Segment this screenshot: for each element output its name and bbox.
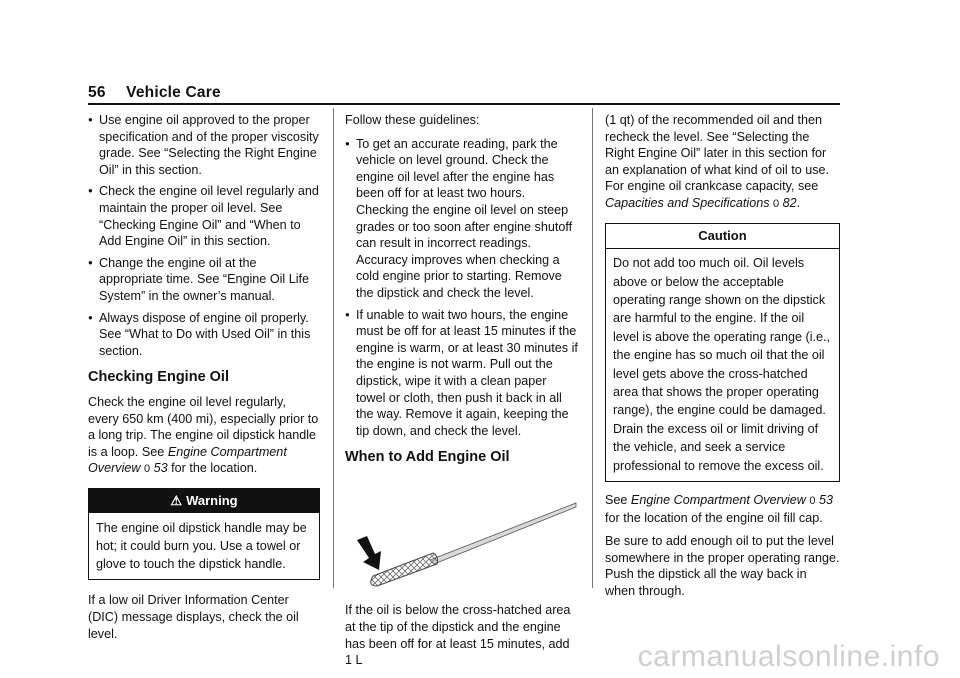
list-item: ● If unable to wait two hours, the engine must be off for at least 15 minutes if the engine is warm, or at least 30 minutes if the engine is not warm. Pull out the dipstick, wipe it with a clean paper towel or cloth, then push it back in all the way. Remove it again, keeping the tip down, and check the level.: [345, 307, 578, 440]
paragraph-tail: .: [796, 195, 801, 210]
list-item: ● Check the engine oil level regularly and maintain the proper oil level. See “Checking Engine Oil” and “When to Add Engine Oil” in this section.: [88, 183, 320, 249]
operating-range-paragraph: Be sure to add enough oil to put the level somewhere in the proper operating range. Push the dipstick all the way back in when through.: [605, 534, 840, 598]
link-capacities[interactable]: Capacities and Specifications: [605, 195, 770, 210]
paragraph-tail: for the location.: [167, 461, 258, 476]
caution-body: Do not add too much oil. Oil levels above or below the acceptable operating range shown on the dipstick are harmful to the engine. If the oil level is above the operating range (i.e., the engine has so much oil that the oil level gets above the cross-hatched area that shows the proper operating range), the engine could be damaged. Drain the excess oil or limit driving of the vehicle, and seek a service professional to remove the excess oil.: [613, 256, 831, 473]
guideline-list: [88, 112, 320, 359]
paragraph-text: Check the engine oil level regularly, every 650 km (400 mi), especially prior to a long trip. The engine oil dipstick handle is a loop. See: [88, 394, 319, 459]
column-3: [605, 112, 840, 607]
page-ref-icon: 0: [809, 495, 816, 508]
fill-cap-paragraph: [605, 492, 840, 526]
page-ref-icon: 0: [143, 463, 151, 476]
dic-paragraph: If a low oil Driver Information Center (DIC) message displays, check the oil level.: [88, 593, 299, 641]
column-divider-2: [592, 108, 593, 588]
warning-title: Warning: [186, 492, 238, 508]
dipstick-rod: [430, 503, 576, 564]
page-ref-number[interactable]: 53: [819, 493, 834, 508]
warning-box: [88, 488, 320, 581]
recheck-paragraph: [605, 112, 840, 213]
checking-paragraph: [88, 394, 320, 478]
list-item: ● Use engine oil approved to the proper specification and of the proper viscosity grade. See “Selecting the Right Engine Oil” in this section.: [88, 112, 320, 178]
list-item: ● Change the engine oil at the appropriate time. See “Engine Oil Life System” in the owner’s manual.: [88, 255, 320, 305]
heading-checking-engine-oil: Checking Engine Oil: [88, 369, 229, 386]
column-divider-1: [333, 108, 334, 588]
page-header: [88, 84, 221, 102]
warning-icon: ⚠: [170, 492, 183, 508]
arrow-icon: [357, 536, 381, 570]
caution-title: Caution: [606, 224, 839, 250]
heading-when-to-add-oil: When to Add Engine Oil: [345, 449, 510, 466]
section-title: Vehicle Care: [126, 84, 221, 101]
watermark: carmanualsonline.info: [637, 640, 940, 673]
page-ref-icon: 0: [773, 197, 780, 210]
page-number: 56: [88, 84, 106, 101]
list-item: ● Always dispose of engine oil properly. See “What to Do with Used Oil” in this section.: [88, 310, 320, 360]
page-ref-number[interactable]: 53: [153, 461, 168, 476]
column-2: [345, 112, 578, 676]
page-ref-number[interactable]: 82: [782, 195, 797, 210]
dipstick-tip: [371, 553, 438, 586]
list-item: ● To get an accurate reading, park the vehicle on level ground. Check the engine oil level after the engine has been off for at least two hours. Checking the engine oil level on steep grades or too soon after engine shutoff can result in incorrect readings. Accuracy improves when checking a cold engine prior to starting. Remove the dipstick and check the level.: [345, 136, 578, 302]
paragraph-tail: for the location of the engine oil fill cap.: [605, 510, 823, 525]
paragraph-text: (1 qt) of the recommended oil and then recheck the level. See “Selecting the Right Engine Oil” later in this section for an explanation of what kind of oil to use. For engine oil crankcase capacity, see: [605, 113, 830, 194]
caution-box: [605, 223, 840, 482]
dipstick-illustration: [345, 478, 578, 588]
paragraph-text: See: [605, 493, 631, 508]
when-to-add-paragraph: If the oil is below the cross-hatched area at the tip of the dipstick and the engine has been off for at least 15 minutes, add 1 L: [345, 603, 571, 668]
warning-header: [89, 489, 319, 514]
guidelines-intro: Follow these guidelines:: [345, 113, 480, 127]
warning-body: The engine oil dipstick handle may be hot; it could burn you. Use a towel or glove to touch the dipstick handle.: [96, 521, 307, 572]
header-rule: [88, 103, 840, 105]
link-engine-compartment[interactable]: Engine Compartment Overview: [88, 444, 287, 476]
column-1: [88, 112, 320, 649]
link-engine-compartment[interactable]: Engine Compartment Overview: [630, 493, 806, 508]
guideline-list: [345, 136, 578, 440]
